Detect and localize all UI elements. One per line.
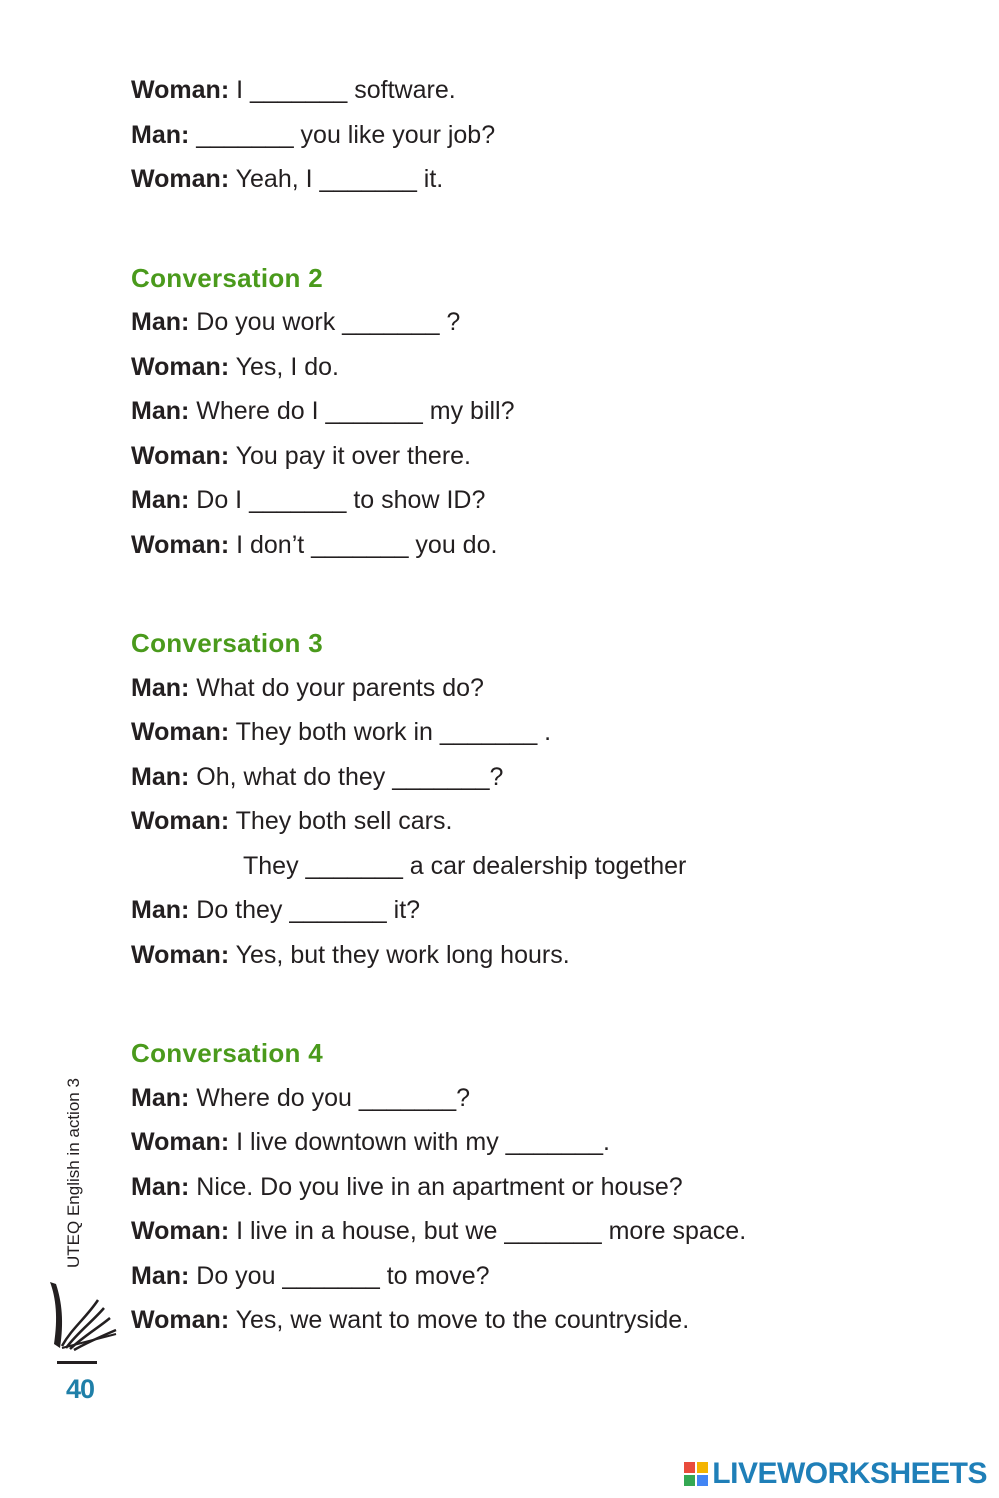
dialogue-line bbox=[131, 157, 951, 202]
liveworksheets-logo-icon bbox=[684, 1462, 708, 1486]
line-text: Nice. Do you live in an apartment or house? bbox=[189, 1172, 683, 1201]
speaker-label: Woman: bbox=[131, 441, 230, 470]
dialogue-line bbox=[131, 1298, 951, 1343]
speaker-label: Woman: bbox=[131, 165, 230, 193]
dialogue-line bbox=[131, 888, 951, 933]
dialogue-line bbox=[131, 478, 951, 523]
dialogue-line bbox=[131, 113, 951, 158]
dialogue-line bbox=[131, 666, 951, 711]
speaker-label: Man: bbox=[131, 120, 190, 149]
line-text: Oh, what do they _______? bbox=[189, 762, 504, 791]
speaker-label: Man: bbox=[131, 1083, 190, 1112]
open-book-icon bbox=[42, 1278, 120, 1352]
line-text: You pay it over there. bbox=[229, 441, 471, 470]
line-text: I live downtown with my _______. bbox=[229, 1128, 610, 1156]
line-text: What do your parents do? bbox=[189, 673, 484, 702]
dialogue-line bbox=[131, 434, 951, 479]
line-text: _______ you like your job? bbox=[189, 120, 496, 149]
line-text: Yeah, I _______ it. bbox=[229, 165, 444, 193]
dialogue-line bbox=[131, 345, 951, 390]
dialogue-line bbox=[131, 710, 951, 755]
speaker-label: Man: bbox=[131, 1172, 190, 1201]
conversation-2 bbox=[131, 256, 951, 568]
conversation-4 bbox=[131, 1031, 951, 1343]
line-text: I live in a house, but we _______ more space. bbox=[229, 1217, 747, 1245]
speaker-label: Woman: bbox=[131, 1128, 230, 1156]
speaker-label: Man: bbox=[131, 762, 190, 791]
speaker-label: Woman: bbox=[131, 940, 230, 969]
speaker-label: Woman: bbox=[131, 76, 230, 104]
dialogue-line bbox=[131, 1120, 951, 1165]
dialogue-line bbox=[131, 799, 951, 844]
conversation-3 bbox=[131, 621, 951, 977]
dialogue-line bbox=[131, 933, 951, 978]
line-text: Do you _______ to move? bbox=[189, 1261, 490, 1290]
speaker-label: Man: bbox=[131, 673, 190, 702]
conversation-heading: Conversation 3 bbox=[131, 628, 324, 658]
page-number-rule bbox=[57, 1361, 97, 1364]
dialogue-line bbox=[131, 300, 951, 345]
dialogue-line bbox=[131, 755, 951, 800]
line-text: Yes, but they work long hours. bbox=[229, 940, 570, 969]
speaker-label: Woman: bbox=[131, 1217, 230, 1245]
speaker-label: Woman: bbox=[131, 807, 230, 835]
line-text: I don’t _______ you do. bbox=[229, 530, 498, 559]
speaker-label: Woman: bbox=[131, 530, 230, 559]
conversation-heading: Conversation 2 bbox=[131, 262, 324, 293]
speaker-label: Man: bbox=[131, 486, 190, 514]
liveworksheets-watermark bbox=[684, 1454, 987, 1494]
speaker-label: Man: bbox=[131, 397, 190, 425]
dialogue-line bbox=[131, 1254, 951, 1299]
speaker-label: Woman: bbox=[131, 1306, 230, 1334]
watermark-text: LIVEWORKSHEETS bbox=[712, 1457, 987, 1490]
dialogue-line bbox=[131, 1165, 951, 1210]
line-text: They both work in _______ . bbox=[229, 718, 552, 746]
conversation-heading: Conversation 4 bbox=[131, 1038, 324, 1068]
line-text: They both sell cars. bbox=[229, 807, 453, 835]
dialogue-line bbox=[131, 389, 951, 434]
line-text: Where do you _______? bbox=[189, 1083, 471, 1112]
speaker-label: Man: bbox=[131, 1261, 190, 1290]
speaker-label: Woman: bbox=[131, 718, 230, 746]
dialogue-line-continuation bbox=[131, 844, 951, 889]
line-text: Do I _______ to show ID? bbox=[189, 486, 486, 514]
speaker-label: Man: bbox=[131, 308, 190, 336]
dialogue-line bbox=[131, 68, 951, 113]
speaker-label: Man: bbox=[131, 896, 190, 924]
line-text: Do you work _______ ? bbox=[189, 308, 461, 336]
conversation-1 bbox=[131, 68, 951, 202]
dialogue-line bbox=[131, 1076, 951, 1121]
line-text: Where do I _______ my bill? bbox=[189, 397, 515, 425]
worksheet-content bbox=[131, 68, 951, 1343]
line-text: Yes, I do. bbox=[229, 352, 339, 381]
line-text: I _______ software. bbox=[229, 76, 456, 104]
line-text: They _______ a car dealership together bbox=[243, 851, 687, 880]
dialogue-line bbox=[131, 1209, 951, 1254]
page-number: 40 bbox=[66, 1374, 95, 1404]
line-text: Do they _______ it? bbox=[189, 896, 421, 924]
speaker-label: Woman: bbox=[131, 352, 230, 381]
book-title: UTEQ English in action 3 bbox=[64, 1078, 83, 1268]
dialogue-line bbox=[131, 523, 951, 568]
line-text: Yes, we want to move to the countryside. bbox=[229, 1306, 690, 1334]
